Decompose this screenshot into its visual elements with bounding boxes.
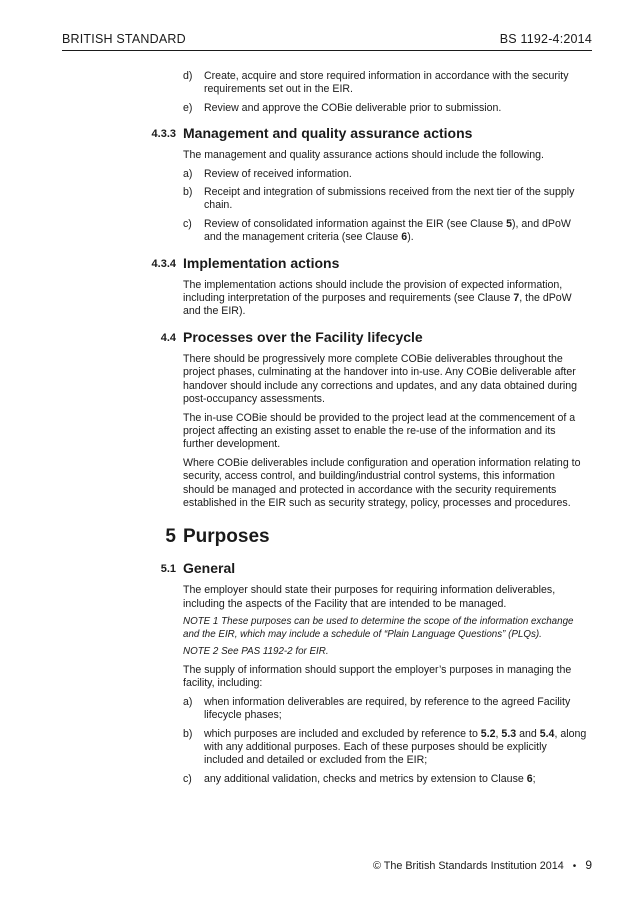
clause-reference: 6 — [401, 231, 408, 244]
list-marker: a) — [183, 695, 193, 708]
list-marker: c) — [183, 772, 192, 785]
clause-reference: 5.3 — [501, 727, 517, 740]
list-text: any additional validation, checks and metrics by extension to Clause 6; — [204, 772, 536, 785]
list-item — [183, 102, 588, 115]
section-title: Implementation actions — [183, 254, 340, 271]
list-text: Receipt and integration of submissions received from the next tier of the supply chain. — [204, 186, 575, 212]
section-heading-4-3-3 — [0, 125, 638, 145]
page-content — [0, 70, 638, 791]
page-header — [62, 30, 592, 51]
list-marker: c) — [183, 217, 192, 230]
header-document-number: BS 1192-4:2014 — [499, 32, 592, 46]
clause-reference: 6 — [526, 772, 533, 785]
paragraph: The implementation actions should include the provision of expected information, including interpretation of the purposes and requirements (see Clause 7, the dPoW and the EIR). — [183, 278, 572, 318]
list-text: which purposes are included and excluded by reference to 5.2, 5.3 and 5.4, along with any additional purposes. Each of these purposes should be explicitly included and detailed or excluded from the EIR; — [204, 727, 587, 767]
section-number: 4.4 — [160, 331, 176, 344]
page-number: 9 — [585, 858, 592, 872]
clause-reference: 5 — [506, 217, 512, 230]
chapter-heading-5 — [0, 526, 638, 554]
header-left-text: BRITISH STANDARD — [62, 32, 186, 46]
footer-bullet: • — [572, 861, 577, 872]
list-marker: b) — [183, 727, 193, 740]
section-number: 5.1 — [160, 563, 176, 576]
section-title: Processes over the Facility lifecycle — [183, 328, 423, 345]
note: NOTE 1 These purposes can be used to determine the scope of the information exchange and the EIR, which may include a schedule of “Plain Language Questions” (PLQs). — [183, 616, 574, 640]
paragraph: Where COBie deliverables include configuration and operation information relating to security, access control, and building/industrial control systems, this information should be managed and protected in accordance with the security requirements established in the EIR such as security strategy, policy, processes and procedures. — [183, 456, 581, 509]
section-heading-4-4 — [0, 329, 638, 349]
note: NOTE 2 See PAS 1192-2 for EIR. — [183, 646, 329, 658]
chapter-title: Purposes — [183, 526, 270, 548]
section-title: Management and quality assurance actions — [183, 125, 473, 142]
paragraph: There should be progressively more complete COBie deliverables throughout the project phases, culminating at the handover into in-use. Any COBie deliverable after handover should include any corrections and updates, and any data obtained during post-occupancy assessments. — [183, 352, 578, 406]
paragraph: The management and quality assurance actions should include the following. — [183, 149, 544, 162]
chapter-number: 5 — [165, 526, 176, 548]
copyright-text: © The British Standards Institution 2014 — [372, 860, 564, 872]
list-text: when information deliverables are required, by reference to the agreed Facility lifecycle phases; — [204, 695, 571, 722]
clause-reference: 5.4 — [539, 727, 555, 740]
paragraph: The supply of information should support the employer’s purposes in managing the facility, including: — [183, 663, 572, 690]
list-item — [183, 773, 588, 786]
paragraph: The employer should state their purposes for requiring information deliverables, including the aspects of the Facility that are intended to be managed. — [183, 584, 556, 610]
list-text: Create, acquire and store required information in accordance with the security requirements set out in the EIR. — [204, 70, 569, 96]
list-item — [183, 168, 588, 181]
list-text: Review and approve the COBie deliverable prior to submission. — [204, 101, 502, 114]
list-item — [183, 218, 588, 245]
list-text: Review of consolidated information against the EIR (see Clause 5), and dPoW and the management criteria (see Clause 6). — [204, 217, 571, 244]
clause-reference: 5.2 — [480, 727, 496, 740]
section-heading-4-3-4 — [0, 255, 638, 275]
list-item — [183, 728, 588, 768]
section-number: 4.3.3 — [151, 128, 176, 141]
list-text: Review of received information. — [204, 167, 352, 180]
section-number: 4.3.4 — [151, 257, 176, 270]
list-marker: b) — [183, 186, 193, 199]
clause-reference: 7 — [513, 292, 520, 305]
list-marker: e) — [183, 101, 193, 114]
paragraph: The in-use COBie should be provided to the project lead at the commencement of a project affecting an existing asset to enable the re-use of the information and its further development. — [183, 411, 576, 451]
list-item — [183, 70, 588, 97]
section-heading-5-1 — [0, 560, 638, 580]
list-marker: d) — [183, 70, 193, 82]
list-item — [183, 186, 588, 213]
page-footer — [373, 858, 592, 872]
section-title: General — [183, 560, 236, 577]
list-marker: a) — [183, 167, 193, 180]
list-item — [183, 696, 588, 723]
